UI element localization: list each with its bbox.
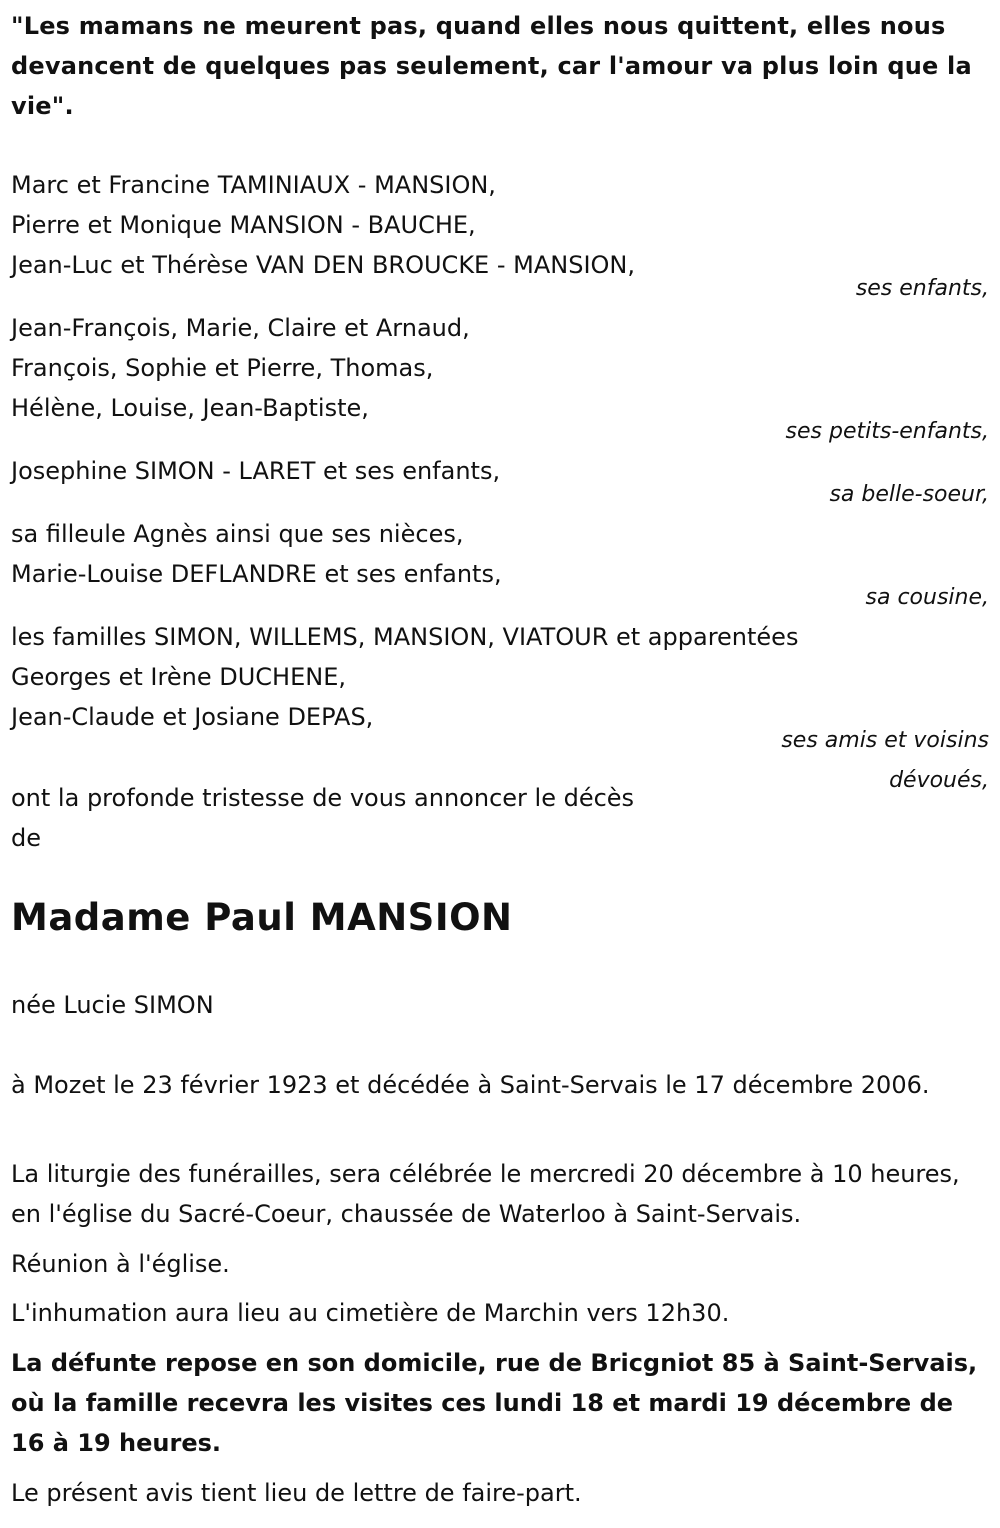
family-line: Jean-François, Marie, Claire et Arnaud, xyxy=(11,314,470,342)
burial-text: L'inhumation aura lieu au cimetière de Marchin vers 12h30. xyxy=(11,1299,730,1327)
notice-text: Le présent avis tient lieu de lettre de faire-part. xyxy=(11,1479,582,1507)
family-line: sa filleule Agnès ainsi que ses nièces, xyxy=(11,520,464,548)
family-line: Marc et Francine TAMINIAUX - MANSION, xyxy=(11,171,496,199)
family-line: Georges et Irène DUCHENE, xyxy=(11,663,346,691)
friends-block xyxy=(11,617,986,737)
family-line: Pierre et Monique MANSION - BAUCHE, xyxy=(11,211,476,239)
maiden-name: née Lucie SIMON xyxy=(11,991,214,1019)
family-line: Jean-Claude et Josiane DEPAS, xyxy=(11,703,374,731)
role-friends-line1: ses amis et voisins xyxy=(781,728,989,753)
family-line: François, Sophie et Pierre, Thomas, xyxy=(11,354,434,382)
family-line: Hélène, Louise, Jean-Baptiste, xyxy=(11,394,369,422)
role-cousin: sa cousine, xyxy=(865,585,989,610)
role-children: ses enfants, xyxy=(855,276,989,301)
family-line: Marie-Louise DEFLANDRE et ses enfants, xyxy=(11,560,502,588)
cousin-block xyxy=(11,514,986,594)
opening-quote: "Les mamans ne meurent pas, quand elles nous quittent, elles nous devancent de quelques pas seulement, car l'amour va plus loin que la vie". xyxy=(11,12,972,120)
family-line: Josephine SIMON - LARET et ses enfants, xyxy=(11,457,501,485)
role-grandchildren: ses petits-enfants, xyxy=(785,419,989,444)
birth-death-text: à Mozet le 23 février 1923 et décédée à Saint-Servais le 17 décembre 2006. xyxy=(11,1071,930,1099)
role-sister-in-law: sa belle-soeur, xyxy=(829,482,989,507)
announcement-line: de xyxy=(11,824,41,852)
funeral-text: La liturgie des funérailles, sera célébrée le mercredi 20 décembre à 10 heures, en l'église du Sacré-Coeur, chaussée de Waterloo à Saint-Servais. xyxy=(11,1160,960,1228)
children-block xyxy=(11,165,986,285)
visitation-text: La défunte repose en son domicile, rue de Bricgniot 85 à Saint-Servais, où la famille recevra les visites ces lundi 18 et mardi 19 décembre de 16 à 19 heures. xyxy=(11,1349,978,1457)
role-friends-line2: dévoués, xyxy=(889,768,989,793)
announcement-block xyxy=(11,778,986,858)
meeting-text: Réunion à l'église. xyxy=(11,1250,230,1278)
family-line: les familles SIMON, WILLEMS, MANSION, VIATOUR et apparentées xyxy=(11,623,799,651)
deceased-name: Madame Paul MANSION xyxy=(11,896,513,939)
announcement-line: ont la profonde tristesse de vous annoncer le décès xyxy=(11,784,635,812)
family-line: Jean-Luc et Thérèse VAN DEN BROUCKE - MANSION, xyxy=(11,251,635,279)
grandchildren-block xyxy=(11,308,986,428)
